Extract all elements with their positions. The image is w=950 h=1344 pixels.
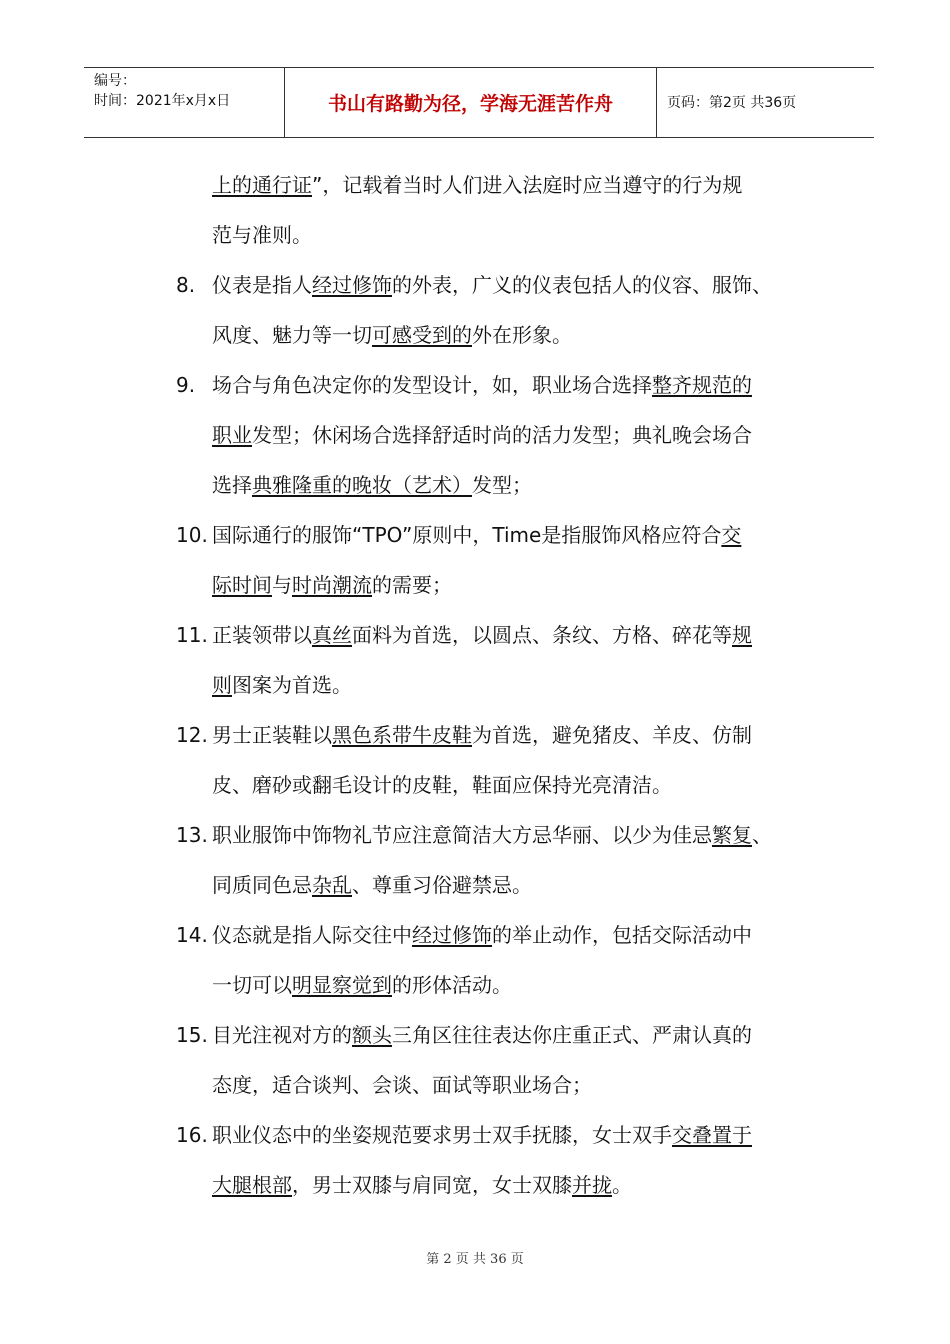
page-footer: 第 2 页 共 36 页 (426, 1252, 524, 1267)
text-segment: 发型；休闲场合选择舒适时尚的活力发型；典礼晚会场合 (252, 423, 752, 447)
text-segment: ”，记载着当时人们进入法庭时应当遵守的行为规 (312, 173, 743, 197)
item-text (212, 972, 512, 998)
answer-blank-text: 规 (732, 623, 752, 647)
text-segment: 皮、磨砂或翻毛设计的皮鞋，鞋面应保持光亮清洁。 (212, 773, 672, 797)
answer-blank-text: 交 (721, 523, 742, 547)
text-segment: 态度，适合谈判、会谈、面试等职业场合； (212, 1073, 592, 1097)
text-segment: 选择 (212, 473, 252, 497)
item-number: 14. (176, 923, 208, 947)
answer-blank-text: 整齐规范的 (652, 373, 752, 397)
answer-blank-text: 际时间 (212, 573, 272, 597)
answer-blank-text: 则 (212, 673, 232, 697)
text-segment: 风度、魅力等一切 (212, 323, 372, 347)
item-text (212, 722, 752, 748)
text-segment: 。 (612, 1173, 632, 1197)
answer-blank-text: 交叠置于 (672, 1123, 752, 1147)
text-segment: 仪表是指人 (212, 273, 312, 297)
text-segment: 的举止动作，包括交际活动中 (492, 923, 752, 947)
answer-blank-text: 上的通行证 (212, 173, 312, 197)
text-segment: 、 (752, 823, 772, 847)
text-segment: 的形体活动。 (392, 973, 512, 997)
item-text (212, 272, 772, 298)
item-text (212, 322, 572, 348)
text-segment: 的外表，广义的仪表包括人的仪容、服饰、 (392, 273, 772, 297)
answer-blank-text: 职业 (212, 423, 252, 447)
answer-blank-text: 时尚潮流 (292, 573, 372, 597)
answer-blank-text: 大腿根部 (212, 1173, 292, 1197)
item-number: 11. (176, 623, 208, 647)
item-text (212, 422, 752, 448)
item-number: 13. (176, 823, 208, 847)
item-number: 10. (176, 523, 208, 547)
answer-blank-text: 杂乱 (312, 873, 352, 897)
item-text (212, 622, 752, 648)
item-text (212, 572, 452, 598)
motto-text: 书山有路勤为径，学海无涯苦作舟 (327, 93, 613, 115)
header-page-cell (657, 68, 874, 137)
text-segment: 与 (272, 573, 292, 597)
item-text (212, 1172, 632, 1198)
answer-blank-text: 额头 (352, 1023, 392, 1047)
answer-blank-text: 繁复 (712, 823, 752, 847)
item-number: 9. (176, 373, 196, 397)
text-segment: 图案为首选。 (232, 673, 352, 697)
answer-blank-text: 经过修饰 (312, 273, 392, 297)
item-number: 16. (176, 1123, 208, 1147)
answer-blank-text: 黑色系带牛皮鞋 (332, 723, 472, 747)
text-segment: 三角区往往表达你庄重正式、严肃认真的 (392, 1023, 752, 1047)
number-label: 编号： (94, 73, 136, 89)
item-text (212, 872, 532, 898)
text-segment: 的需要； (372, 573, 452, 597)
text-segment: 面料为首选，以圆点、条纹、方格、碎花等 (352, 623, 732, 647)
item-text (212, 472, 532, 498)
item-number: 15. (176, 1023, 208, 1047)
answer-blank-text: 明显察觉到 (292, 973, 392, 997)
item-text (212, 1122, 752, 1148)
item-text (212, 772, 672, 798)
answer-blank-text: 典雅隆重的晚妆（艺术） (252, 473, 472, 497)
text-segment: 范与准则。 (212, 223, 312, 247)
document-header (84, 67, 874, 138)
item-text (212, 372, 752, 398)
text-segment: 一切可以 (212, 973, 292, 997)
text-segment: 正装领带以 (212, 623, 312, 647)
answer-blank-text: 真丝 (312, 623, 352, 647)
item-text (212, 1022, 752, 1048)
header-meta-cell (84, 68, 285, 137)
text-segment: 职业服饰中饰物礼节应注意简洁大方忌华丽、以少为佳忌 (212, 823, 712, 847)
text-segment: 仪态就是指人际交往中 (212, 923, 412, 947)
item-text (212, 922, 752, 948)
text-segment: 职业仪态中的坐姿规范要求男士双手抚膝，女士双手 (212, 1123, 672, 1147)
item-text (212, 172, 742, 198)
text-segment: 为首选，避免猪皮、羊皮、仿制 (472, 723, 752, 747)
time-label: 时间：2021年x月x日 (94, 93, 231, 109)
text-segment: ，男士双膝与肩同宽，女士双膝 (292, 1173, 572, 1197)
item-number: 12. (176, 723, 208, 747)
text-segment: 目光注视对方的 (212, 1023, 352, 1047)
item-text (212, 522, 741, 548)
item-text (212, 1072, 592, 1098)
item-text (212, 822, 772, 848)
text-segment: 场合与角色决定你的发型设计，如，职业场合选择 (212, 373, 652, 397)
item-text (212, 672, 352, 698)
item-number: 8. (176, 273, 196, 297)
text-segment: 男士正装鞋以 (212, 723, 332, 747)
header-motto-cell (285, 68, 657, 137)
text-segment: 外在形象。 (472, 323, 572, 347)
text-segment: 发型； (472, 473, 532, 497)
text-segment: 国际通行的服饰“TPO”原则中，Time是指服饰风格应符合 (212, 523, 722, 547)
text-segment: 、尊重习俗避禁忌。 (352, 873, 532, 897)
answer-blank-text: 并拢 (572, 1173, 612, 1197)
answer-blank-text: 可感受到的 (372, 323, 472, 347)
page-label: 页码：第2页 共36页 (667, 95, 797, 111)
text-segment: 同质同色忌 (212, 873, 312, 897)
answer-blank-text: 经过修饰 (412, 923, 492, 947)
item-text (212, 222, 312, 248)
